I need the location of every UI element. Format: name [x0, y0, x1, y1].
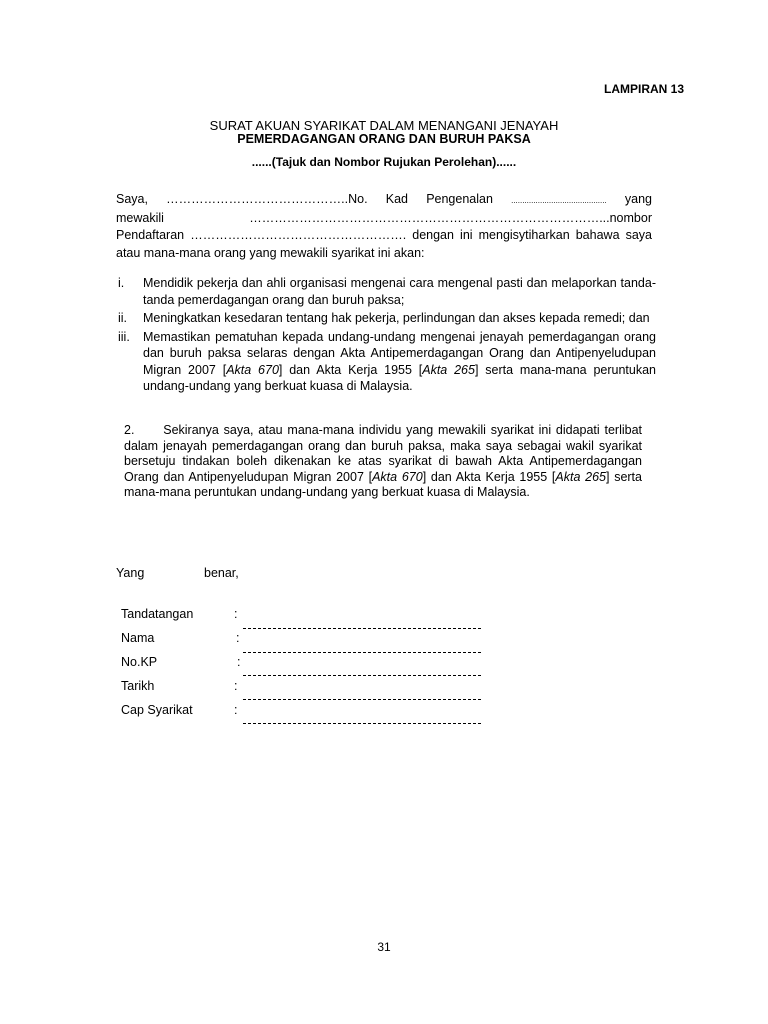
paragraph-text: ] dan Akta Kerja 1955 [: [422, 469, 556, 484]
company-stamp-label: Cap Syarikat: [121, 703, 193, 717]
declaration-text: Pengenalan: [426, 192, 493, 206]
document-title-line-2: PEMERDAGANGAN ORANG DAN BURUH PAKSA: [237, 132, 531, 146]
ic-number-label: No.KP: [121, 655, 158, 669]
registration-blank: …………………………………………….: [190, 228, 407, 242]
list-item: [116, 275, 656, 308]
document-title-line-1: SURAT AKUAN SYARIKAT DALAM MENANGANI JENAYAH: [209, 118, 559, 133]
declaration-text: ini: [460, 228, 473, 242]
declaration-text: Saya,: [116, 192, 148, 206]
closing-benar: benar,: [204, 566, 239, 580]
list-item-text: [143, 330, 656, 394]
closing-yang: Yang: [116, 566, 145, 580]
ic-number-field-line[interactable]: [243, 675, 481, 676]
signature-colon: :: [234, 607, 238, 621]
list-item: [116, 310, 656, 327]
name-colon: :: [236, 631, 240, 645]
ic-number-colon: :: [237, 655, 241, 669]
declaration-line-3: [116, 227, 652, 245]
list-item-text: Meningkatkan kesedaran tentang hak pekerja, perlindungan dan akses kepada remedi; dan: [143, 311, 650, 325]
ic-number-blank: ...........................................: [511, 196, 607, 205]
date-field-line[interactable]: [243, 699, 481, 700]
signature-field-line[interactable]: [243, 628, 481, 629]
declaration-text: Kad: [385, 192, 408, 206]
declaration-paragraph: [116, 191, 652, 262]
page-number: 31: [377, 940, 391, 954]
date-colon: :: [234, 679, 238, 693]
act-reference: Akta 670: [372, 469, 423, 484]
declaration-line-2: [116, 210, 652, 228]
appendix-label: LAMPIRAN 13: [603, 82, 684, 96]
declaration-text: mengisytiharkan: [478, 228, 570, 242]
paragraph-text: ] serta mana-mana peruntukan undang-undang yang berkuat kuasa di Malaysia.: [124, 469, 642, 499]
company-stamp-colon: :: [234, 703, 238, 717]
company-stamp-field-line[interactable]: [243, 723, 481, 724]
signature-label: Tandatangan: [121, 607, 194, 621]
declaration-text: Pendaftaran: [116, 228, 185, 242]
paragraph-number: 2.: [124, 423, 135, 437]
declaration-line-1: [116, 191, 652, 210]
list-item-text: Mendidik pekerja dan ahli organisasi mengenai cara mengenal pasti dan melaporkan tanda-tanda pemerdagangan orang dan buruh paksa;: [143, 276, 656, 307]
list-item-number: ii.: [118, 311, 128, 325]
act-reference: Akta 265: [422, 362, 475, 377]
reference-placeholder: ......(Tajuk dan Nombor Rujukan Perolehan)......: [251, 155, 517, 169]
name-field-line[interactable]: [243, 652, 481, 653]
act-reference: Akta 670: [226, 362, 279, 377]
name-blank: ……………………………………..No.: [166, 192, 368, 206]
declaration-line-4: atau mana-mana orang yang mewakili syarikat ini akan:: [116, 245, 425, 260]
declaration-text: mewakili: [116, 210, 164, 225]
list-item-text-part: ] dan Akta Kerja 1955 [: [278, 362, 423, 377]
declaration-text: yang: [624, 192, 652, 206]
declaration-text: saya: [625, 228, 652, 242]
declaration-text: bahawa: [575, 228, 620, 242]
commitment-list: [116, 275, 656, 397]
list-item-text-part: ] serta mana-mana peruntukan undang-undang yang berkuat kuasa di Malaysia.: [143, 362, 657, 393]
name-label: Nama: [121, 631, 155, 645]
list-item-number: iii.: [118, 329, 130, 344]
company-blank: …………………………………………………………………………...nombor: [249, 210, 652, 225]
list-item-number: i.: [118, 276, 125, 290]
act-reference: Akta 265: [555, 469, 606, 484]
list-item: [116, 329, 656, 395]
date-label: Tarikh: [121, 679, 155, 693]
liability-paragraph: [124, 423, 642, 501]
paragraph-text: Sekiranya saya, atau mana-mana individu yang mewakili syarikat ini didapati terlibat dalam jenayah pemerdagangan orang dan buruh paksa, maka saya sebagai wakil syarikat bersetuju tindakan boleh dikenakan ke atas syarikat di bawah Akta Antipemerdagangan Orang dan Antipenyeludupan Migran 2007 [: [124, 423, 643, 484]
list-item-text-part: Memastikan pematuhan kepada undang-undang mengenai jenayah pemerdagangan orang dan buruh paksa selaras dengan Akta Antipemerdagangan Orang dan Antipenyeludupan Migran 2007 [: [143, 329, 656, 377]
declaration-text: dengan: [412, 228, 454, 242]
